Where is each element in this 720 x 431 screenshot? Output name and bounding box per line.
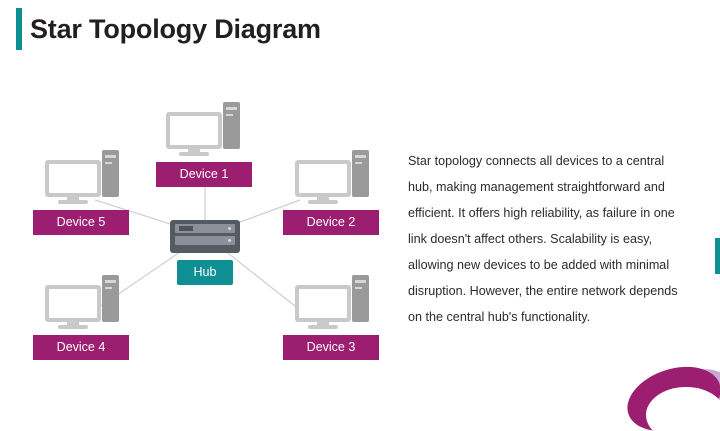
title-accent-bar	[16, 8, 22, 50]
tower-icon	[223, 102, 240, 149]
node-device-2[interactable]	[295, 150, 379, 235]
hub-label: Hub	[177, 260, 233, 285]
monitor-icon	[166, 112, 222, 149]
monitor-base	[179, 152, 209, 156]
computer-icon	[295, 275, 373, 331]
node-device-5[interactable]	[45, 150, 129, 235]
tower-icon	[102, 150, 119, 197]
computer-icon	[166, 102, 244, 158]
server-hub-icon	[170, 220, 240, 253]
tower-icon	[352, 275, 369, 322]
right-edge-accent	[715, 238, 720, 274]
monitor-icon	[295, 285, 351, 322]
monitor-icon	[45, 160, 101, 197]
monitor-icon	[295, 160, 351, 197]
star-topology-diagram	[0, 70, 400, 370]
node-device-1[interactable]	[166, 102, 252, 187]
corner-decoration	[618, 361, 720, 431]
monitor-base	[58, 325, 88, 329]
node-device-4[interactable]	[45, 275, 129, 360]
monitor-base	[308, 200, 338, 204]
device-1-label: Device 1	[156, 162, 252, 187]
description-text: Star topology connects all devices to a central hub, making management straightforward and efficient. It offers high reliability, as failure in one link doesn't affect others. Scalability is easy, allowing new devices to be added with minimal disruption. However, the entire network depends on the central hub's functionality.	[408, 154, 678, 324]
device-5-label: Device 5	[33, 210, 129, 235]
device-2-label: Device 2	[283, 210, 379, 235]
monitor-icon	[45, 285, 101, 322]
computer-icon	[45, 150, 123, 206]
computer-icon	[295, 150, 373, 206]
page-title: Star Topology Diagram	[30, 14, 321, 44]
node-hub[interactable]	[170, 220, 240, 285]
tower-icon	[102, 275, 119, 322]
monitor-base	[58, 200, 88, 204]
tower-icon	[352, 150, 369, 197]
device-3-label: Device 3	[283, 335, 379, 360]
node-device-3[interactable]	[295, 275, 379, 360]
computer-icon	[45, 275, 123, 331]
device-4-label: Device 4	[33, 335, 129, 360]
monitor-base	[308, 325, 338, 329]
